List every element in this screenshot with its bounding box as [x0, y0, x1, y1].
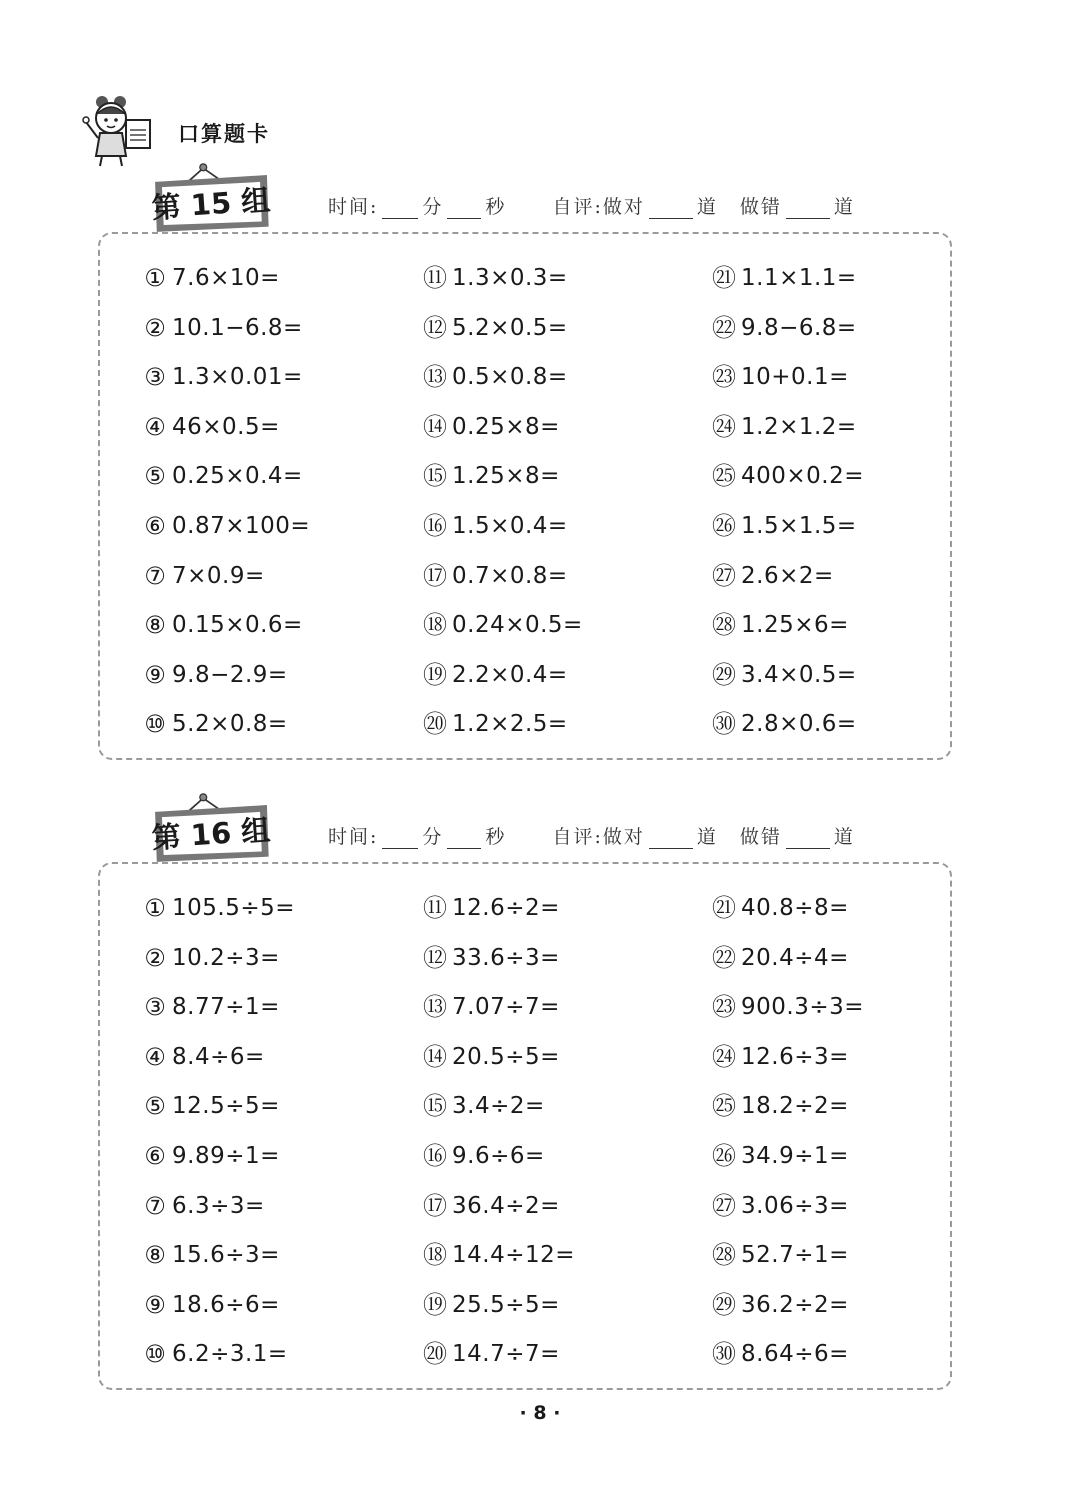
problem-item: [142, 662, 288, 688]
problem-expression: 1.5×0.4=: [452, 513, 568, 539]
problem-number: ⑳: [423, 710, 447, 739]
problem-number: ㉕: [712, 462, 736, 491]
problem-number: ㉑: [712, 894, 736, 922]
problem-expression: 5.2×0.8=: [172, 711, 288, 738]
problem-expression: 8.64÷6=: [741, 1341, 849, 1368]
problem-item: [142, 563, 265, 589]
problem-number: ⑩: [144, 1340, 166, 1369]
problem-expression: 3.06÷3=: [741, 1192, 849, 1219]
problem-number: ㉚: [712, 710, 736, 739]
second-label: 秒: [485, 826, 507, 848]
problem-item: [142, 1193, 265, 1219]
problem-number: ㉒: [712, 943, 736, 972]
page-number: · 8 ·: [519, 1402, 561, 1424]
problem-number: ⑲: [423, 1290, 447, 1319]
problem-expression: 34.9÷1=: [741, 1143, 849, 1169]
problem-number: ⑦: [144, 1191, 166, 1220]
problem-item: [422, 1341, 560, 1367]
problem-number: ⑭: [423, 412, 447, 441]
problem-number: ⑲: [423, 660, 447, 689]
problem-number: ㉖: [712, 1142, 736, 1170]
problem-expression: 0.5×0.8=: [452, 364, 568, 391]
wrong-label: 做错: [739, 196, 782, 218]
problem-item: [711, 895, 849, 921]
problem-number: ⑮: [423, 462, 447, 491]
time-and-score-line: [328, 192, 855, 219]
problem-item: [422, 612, 583, 638]
minute-label: 分: [422, 826, 444, 848]
group-label: 第 16 组: [150, 812, 272, 856]
problem-expression: 33.6÷3=: [452, 944, 560, 971]
problem-item: [142, 463, 303, 489]
problem-number: ③: [144, 363, 166, 392]
problem-item: [422, 265, 568, 291]
problem-expression: 36.2÷2=: [741, 1291, 849, 1318]
problem-number: ①: [144, 894, 166, 922]
problem-expression: 9.6÷6=: [452, 1143, 545, 1169]
problem-expression: 10+0.1=: [741, 364, 849, 391]
problem-item: [422, 414, 560, 440]
problem-item: [711, 563, 834, 589]
problem-item: [142, 1292, 280, 1318]
problem-expression: 0.15×0.6=: [172, 612, 303, 639]
wrong-label: 做错: [739, 826, 782, 848]
problem-number: ⑪: [423, 894, 447, 922]
problem-item: [142, 1093, 280, 1119]
wrong-unit: 道: [833, 196, 855, 218]
problem-expression: 6.2÷3.1=: [172, 1341, 288, 1368]
problem-number: ⑭: [423, 1042, 447, 1071]
problem-item: [422, 315, 568, 341]
problem-item: [142, 711, 288, 737]
problem-item: [711, 315, 857, 341]
problem-expression: 10.2÷3=: [172, 944, 280, 971]
problem-item: [422, 662, 568, 688]
problem-expression: 900.3÷3=: [741, 994, 865, 1021]
problem-item: [422, 513, 568, 539]
problem-expression: 1.1×1.1=: [741, 265, 857, 291]
time-label: 时间:: [328, 826, 379, 848]
problem-number: ⑯: [423, 1142, 447, 1170]
problem-number: ④: [144, 1042, 166, 1071]
problem-item: [711, 463, 864, 489]
problem-expression: 9.89÷1=: [172, 1143, 280, 1169]
problem-number: ㉒: [712, 313, 736, 342]
problem-item: [142, 315, 303, 341]
problem-expression: 18.6÷6=: [172, 1291, 280, 1318]
problem-item: [422, 994, 560, 1020]
problem-expression: 0.24×0.5=: [452, 612, 583, 639]
problem-expression: 2.8×0.6=: [741, 711, 857, 738]
problem-item: [711, 612, 849, 638]
problem-number: ㉑: [712, 264, 736, 292]
problem-item: [711, 711, 857, 737]
problem-expression: 1.2×2.5=: [452, 711, 568, 738]
problem-item: [142, 1242, 280, 1268]
problem-expression: 12.6÷2=: [452, 895, 560, 921]
problem-expression: 2.2×0.4=: [452, 661, 568, 688]
problem-expression: 15.6÷3=: [172, 1242, 280, 1269]
problem-number: ㉙: [712, 1290, 736, 1319]
problem-item: [711, 1044, 849, 1070]
problem-expression: 18.2÷2=: [741, 1093, 849, 1120]
problem-number: ⑬: [423, 993, 447, 1022]
problem-expression: 5.2×0.5=: [452, 314, 568, 341]
problem-item: [142, 364, 303, 390]
problem-number: ②: [144, 943, 166, 972]
problem-number: ⑧: [144, 1241, 166, 1270]
problem-item: [711, 1193, 849, 1219]
problem-expression: 6.3÷3=: [172, 1192, 265, 1219]
problem-number: ⑨: [144, 1290, 166, 1319]
problem-expression: 7.07÷7=: [452, 994, 560, 1021]
time-label: 时间:: [328, 196, 379, 218]
problem-number: ⑥: [144, 512, 166, 540]
problem-expression: 1.3×0.01=: [172, 364, 303, 391]
problem-number: ⑨: [144, 660, 166, 689]
problem-item: [711, 414, 857, 440]
problem-number: ㉙: [712, 660, 736, 689]
problem-expression: 0.25×8=: [452, 413, 560, 440]
problem-item: [422, 895, 560, 921]
problem-expression: 12.5÷5=: [172, 1093, 280, 1120]
self-eval-label: 自评:做对: [552, 826, 645, 848]
problem-item: [711, 364, 849, 390]
problem-item: [422, 1292, 560, 1318]
minutes-blank[interactable]: [382, 216, 418, 219]
problem-expression: 2.6×2=: [741, 562, 834, 589]
problem-expression: 40.8÷8=: [741, 895, 849, 921]
problem-item: [422, 1193, 560, 1219]
problem-number: ⑩: [144, 710, 166, 739]
problem-expression: 0.25×0.4=: [172, 463, 303, 490]
problem-item: [711, 265, 857, 291]
problem-expression: 1.3×0.3=: [452, 265, 568, 291]
problem-expression: 20.4÷4=: [741, 944, 849, 971]
problem-expression: 9.8−6.8=: [741, 314, 857, 341]
problem-number: ⑧: [144, 611, 166, 640]
problem-expression: 1.2×1.2=: [741, 413, 857, 440]
wrong-unit: 道: [833, 826, 855, 848]
second-label: 秒: [485, 196, 507, 218]
problem-item: [142, 1044, 265, 1070]
problem-number: ①: [144, 264, 166, 292]
problem-number: ⑤: [144, 1092, 166, 1121]
problem-item: [422, 463, 560, 489]
problem-item: [711, 945, 849, 971]
problem-item: [422, 711, 568, 737]
seconds-blank[interactable]: [447, 216, 481, 219]
minutes-blank[interactable]: [382, 846, 418, 849]
problem-expression: 25.5÷5=: [452, 1291, 560, 1318]
problem-number: ㉘: [712, 1241, 736, 1270]
problem-item: [711, 1341, 849, 1367]
time-and-score-line: [328, 822, 855, 849]
problem-number: ④: [144, 412, 166, 441]
problem-expression: 0.7×0.8=: [452, 562, 568, 589]
problem-expression: 10.1−6.8=: [172, 314, 303, 341]
problem-item: [142, 1341, 288, 1367]
problem-item: [711, 662, 857, 688]
problem-expression: 0.87×100=: [172, 513, 311, 539]
problem-number: ⑰: [423, 1191, 447, 1220]
problem-number: ㉗: [712, 561, 736, 590]
wrong-count-blank[interactable]: [786, 846, 830, 849]
problem-number: ㉚: [712, 1340, 736, 1369]
problem-expression: 1.25×8=: [452, 463, 560, 490]
problem-item: [711, 1143, 849, 1169]
problem-number: ⑮: [423, 1092, 447, 1121]
problem-item: [711, 994, 864, 1020]
problem-number: ⑱: [423, 1241, 447, 1270]
problem-item: [711, 1292, 849, 1318]
problem-item: [422, 945, 560, 971]
problem-expression: 8.4÷6=: [172, 1043, 265, 1070]
self-eval-label: 自评:做对: [552, 196, 645, 218]
group-label: 第 15 组: [150, 182, 272, 226]
problem-item: [422, 364, 568, 390]
problem-item: [711, 513, 857, 539]
problem-expression: 3.4÷2=: [452, 1093, 545, 1120]
problem-number: ③: [144, 993, 166, 1022]
problem-expression: 7.6×10=: [172, 265, 280, 291]
problem-number: ㉘: [712, 611, 736, 640]
problem-number: ②: [144, 313, 166, 342]
problem-item: [711, 1242, 849, 1268]
problem-number: ⑦: [144, 561, 166, 590]
problem-item: [142, 1143, 280, 1169]
problem-number: ⑰: [423, 561, 447, 590]
problem-expression: 46×0.5=: [172, 413, 280, 440]
problem-item: [142, 945, 280, 971]
correct-unit: 道: [696, 826, 718, 848]
problem-item: [142, 265, 280, 291]
problem-expression: 12.6÷3=: [741, 1043, 849, 1070]
problem-item: [422, 1242, 575, 1268]
correct-unit: 道: [696, 196, 718, 218]
problem-number: ㉔: [712, 412, 736, 441]
problem-expression: 105.5÷5=: [172, 895, 296, 921]
problem-item: [711, 1093, 849, 1119]
minute-label: 分: [422, 196, 444, 218]
problem-number: ㉕: [712, 1092, 736, 1121]
problem-number: ㉗: [712, 1191, 736, 1220]
problem-number: ⑫: [423, 313, 447, 342]
page-header-title: 口算题卡: [178, 122, 270, 146]
problem-item: [142, 612, 303, 638]
problem-expression: 8.77÷1=: [172, 994, 280, 1021]
problem-number: ⑪: [423, 264, 447, 292]
problem-number: ㉓: [712, 363, 736, 392]
problem-number: ⑱: [423, 611, 447, 640]
problem-expression: 20.5÷5=: [452, 1043, 560, 1070]
correct-count-blank[interactable]: [649, 846, 693, 849]
problem-item: [142, 994, 280, 1020]
problem-item: [142, 414, 280, 440]
problem-item: [422, 1093, 545, 1119]
problem-expression: 14.7÷7=: [452, 1341, 560, 1368]
problem-number: ㉓: [712, 993, 736, 1022]
problem-number: ⑳: [423, 1340, 447, 1369]
problem-expression: 7×0.9=: [172, 562, 265, 589]
problem-number: ㉔: [712, 1042, 736, 1071]
problem-number: ⑥: [144, 1142, 166, 1170]
problem-item: [142, 895, 295, 921]
problem-expression: 400×0.2=: [741, 463, 865, 490]
problem-item: [422, 563, 568, 589]
problem-number: ㉖: [712, 512, 736, 540]
correct-count-blank[interactable]: [649, 216, 693, 219]
seconds-blank[interactable]: [447, 846, 481, 849]
problem-item: [422, 1143, 545, 1169]
problem-expression: 1.25×6=: [741, 612, 849, 639]
problem-expression: 14.4÷12=: [452, 1242, 576, 1269]
problem-expression: 52.7÷1=: [741, 1242, 849, 1269]
problem-number: ⑬: [423, 363, 447, 392]
problem-item: [142, 513, 310, 539]
problem-expression: 3.4×0.5=: [741, 661, 857, 688]
problem-number: ⑤: [144, 462, 166, 491]
student-mascot-icon: [80, 92, 160, 172]
problem-expression: 9.8−2.9=: [172, 661, 288, 688]
wrong-count-blank[interactable]: [786, 216, 830, 219]
problem-number: ⑫: [423, 943, 447, 972]
problem-number: ⑯: [423, 512, 447, 540]
problem-expression: 1.5×1.5=: [741, 513, 857, 539]
problem-item: [422, 1044, 560, 1070]
problem-expression: 36.4÷2=: [452, 1192, 560, 1219]
